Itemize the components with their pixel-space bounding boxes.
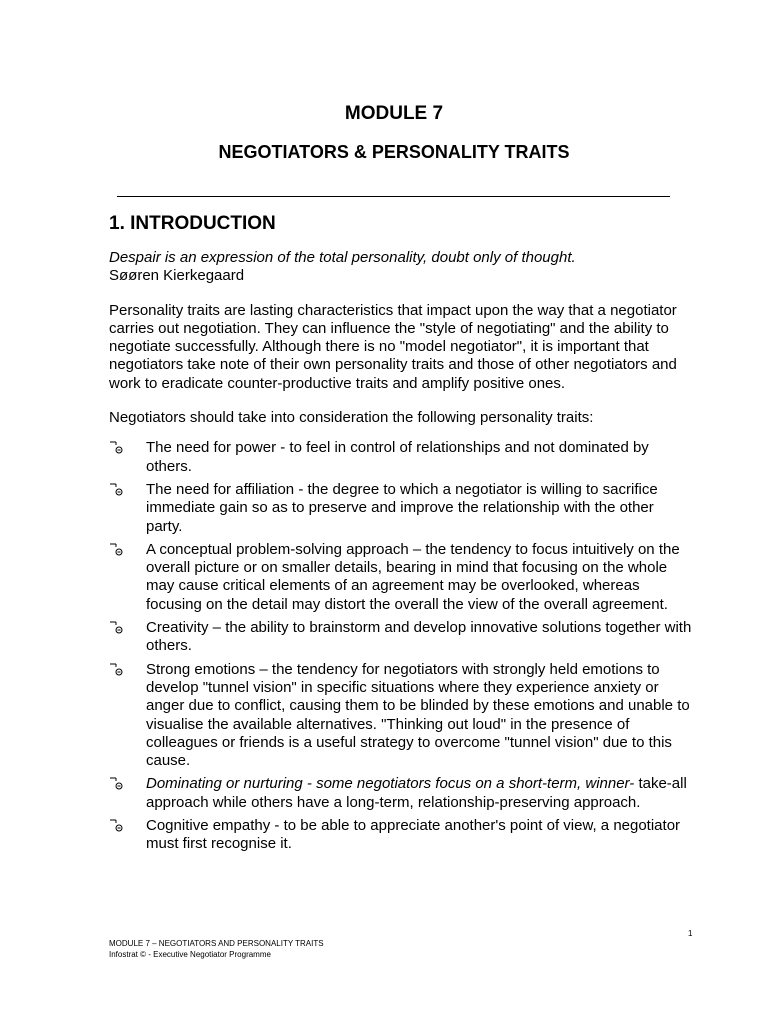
trait-text: Strong emotions – the tendency for negotiators with strongly held emotions to develop "tunnel vision" in specific situations where they experience anxiety or anger due to conflict, causing them to be blinded by these emotions and unable to visualise the available alternatives. "Thinking out loud" in the presence of colleagues or friends is a useful strategy to overcome "tunnel vision" due to this cause. bbox=[146, 660, 690, 770]
list-item bbox=[109, 817, 694, 854]
list-item bbox=[109, 661, 694, 771]
list-item bbox=[109, 619, 694, 656]
list-item bbox=[109, 439, 694, 476]
list-bullet-glyph-icon bbox=[109, 541, 123, 559]
list-item bbox=[109, 481, 694, 536]
footer-module-line: MODULE 7 – NEGOTIATORS AND PERSONALITY TRAITS bbox=[109, 939, 324, 948]
list-bullet-glyph-icon bbox=[109, 817, 123, 835]
traits-lead-in: Negotiators should take into consideration the following personality traits: bbox=[109, 409, 594, 427]
list-bullet-glyph-icon bbox=[109, 439, 123, 457]
section-heading: 1. INTRODUCTION bbox=[109, 213, 276, 234]
list-bullet-glyph-icon bbox=[109, 619, 123, 637]
module-number: MODULE 7 bbox=[344, 103, 444, 124]
traits-list bbox=[109, 439, 694, 853]
page-footer bbox=[109, 938, 324, 960]
footer-copyright-line: Infostrat © - Executive Negotiator Programme bbox=[109, 950, 271, 959]
trait-text-italic: Dominating or nurturing - some negotiators focus on a short-term, winner- bbox=[146, 775, 635, 793]
list-bullet-glyph-icon bbox=[109, 481, 123, 499]
trait-text: take-all approach while others have a long-term, relationship-preserving approach. bbox=[146, 775, 687, 811]
module-title: NEGOTIATORS & PERSONALITY TRAITS bbox=[218, 142, 570, 162]
trait-text: Cognitive empathy - to be able to appreciate another's point of view, a negotiator must first recognise it. bbox=[146, 817, 681, 853]
page-number: 1 bbox=[688, 929, 693, 938]
epigraph-quote: Despair is an expression of the total personality, doubt only of thought. bbox=[109, 249, 576, 266]
trait-text: A conceptual problem-solving approach – the tendency to focus intuitively on the overall picture or on smaller details, bearing in mind that focusing on the whole may cause critical elements of an agreement may be overlooked, whereas focusing on the detail may distort the overall the view of the overall agreement. bbox=[146, 540, 680, 613]
trait-text: The need for power - to feel in control of relationships and not dominated by others. bbox=[146, 439, 649, 475]
list-item bbox=[109, 775, 694, 812]
title-divider bbox=[117, 196, 670, 197]
list-bullet-glyph-icon bbox=[109, 775, 123, 793]
section-body bbox=[109, 249, 694, 859]
list-item bbox=[109, 541, 694, 614]
trait-text: Creativity – the ability to brainstorm and develop innovative solutions together with others. bbox=[146, 619, 692, 655]
epigraph-author: Søøren Kierkegaard bbox=[109, 267, 245, 285]
trait-text: The need for affiliation - the degree to which a negotiator is willing to sacrifice immediate gain so as to preserve and improve the relationship with the other party. bbox=[146, 480, 658, 535]
intro-paragraph: Personality traits are lasting characteristics that impact upon the way that a negotiator carries out negotiation. They can influence the "style of negotiating" and the ability to negotiate successfully. Although there is no "model negotiator", it is important that negotiators take note of their own personality traits and those of other negotiators and work to eradicate counter-productive traits and amplify positive ones. bbox=[109, 301, 677, 392]
list-bullet-glyph-icon bbox=[109, 661, 123, 679]
